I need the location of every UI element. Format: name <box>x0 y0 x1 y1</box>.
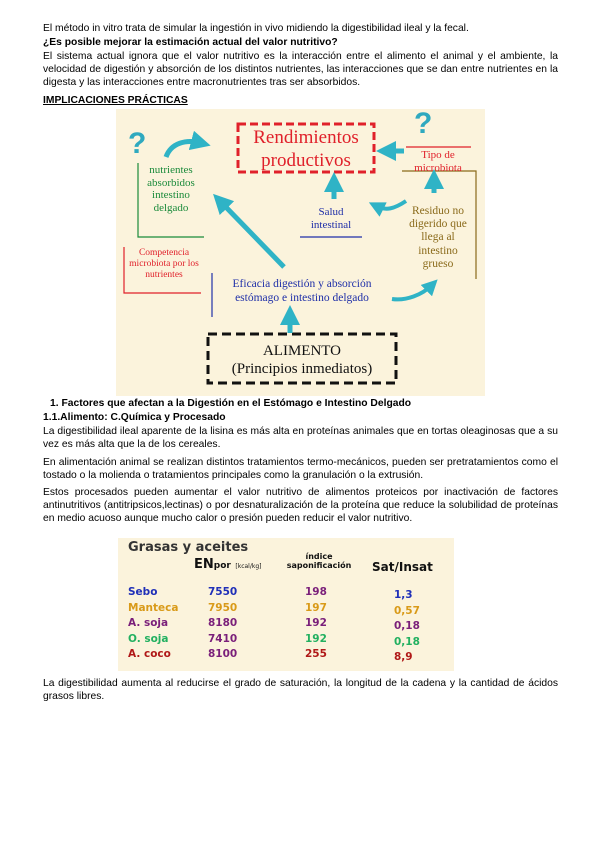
section-heading: 1. Factores que afectan a la Digestión en el Estómago e Intestino Delgado <box>50 398 412 409</box>
row-indice: 255 <box>305 648 327 660</box>
question-heading: ¿Es posible mejorar la estimación actual del valor nutritivo? <box>43 37 338 48</box>
row-sat: 8,9 <box>394 651 413 663</box>
paragraph-tratamientos: En alimentación animal se realizan distintos tratamientos termo-mecánicos, pueden ser pretratamientos como el tostado o la molienda o tratamientos principales como la granulación o la extrusión. <box>43 457 558 482</box>
eficacia-label: Eficacia digestión y absorción estómago e intestino delgado <box>232 278 372 304</box>
row-sat: 0,57 <box>394 604 420 617</box>
row-name: Sebo <box>128 586 158 598</box>
row-sat: 1,3 <box>394 589 413 601</box>
row-name: Manteca <box>128 601 179 614</box>
system-paragraph: El sistema actual ignora que el valor nutritivo es la interacción entre el alimento el animal y el ambiente, la velocidad de digestión y absorción de los distintos nutrientes, las interacciones que se dan entre nutrientes en la digesta y las interacciones entre macronutrientes tras ser absorbidos. <box>43 51 558 89</box>
col-header-indice: índice saponificación <box>286 552 352 570</box>
row-sat: 0,18 <box>394 620 420 632</box>
row-indice: 192 <box>305 632 327 645</box>
residuo-label: Residuo no digerido que llega al intestino grueso <box>409 205 467 270</box>
fats-oils-table <box>118 538 454 671</box>
row-en: 8180 <box>208 617 238 629</box>
row-en: 7950 <box>208 601 238 614</box>
tipo-microbiota-label: Tipo de microbiota <box>414 149 462 174</box>
row-indice: 192 <box>305 617 327 629</box>
nutrientes-label: nutrientes absorbidos intestino delgado <box>147 164 195 214</box>
arrow-nutrientes-up <box>166 142 201 157</box>
col-header-en: ENpor [kcal/kg] <box>194 557 262 572</box>
paragraph-lisina: La digestibilidad ileal aparente de la lisina es más alta en proteínas animales que en tortas oleaginosas que a su vez es más alta que la de los cereales. <box>43 426 558 451</box>
salud-intestinal-label: Salud intestinal <box>310 206 352 231</box>
row-sat: 0,18 <box>394 635 420 648</box>
implications-heading: IMPLICACIONES PRÁCTICAS <box>43 95 188 106</box>
subsection-heading: 1.1.Alimento: C.Química y Procesado <box>43 412 226 423</box>
row-name: A. soja <box>128 617 169 629</box>
rendimientos-label: Rendimientos productivos <box>253 127 359 171</box>
competencia-label: Competencia microbiota por los nutrientes <box>129 248 199 280</box>
arrow-eficacia-up <box>220 201 284 267</box>
paragraph-procesados: Estos procesados pueden aumentar el valor nutritivo de alimentos proteicos por inactivación de factores antinutritivos (antitripsicos,lectinas) o por desnaturalización de la proteína que reduce la solubilidad de proteínas en medio acuoso aunque mucho calor o presión pueden reducir el valor nutritivo. <box>43 487 558 525</box>
intro-line: El método in vitro trata de simular la ingestión in vivo midiendo la digestibilidad ileal y la fecal. <box>43 23 469 34</box>
nutrition-diagram <box>116 109 485 396</box>
row-name: A. coco <box>128 648 171 660</box>
row-name: O. soja <box>128 632 169 645</box>
question-mark-left-icon: ? <box>128 127 147 160</box>
question-mark-right-icon: ? <box>414 109 433 140</box>
arrow-eficacia-residuo <box>392 285 432 299</box>
alimento-label: ALIMENTO (Principios inmediatos) <box>231 343 373 377</box>
row-indice: 197 <box>305 601 327 614</box>
col-header-sat: Sat/Insat <box>372 560 433 574</box>
table-title: Grasas y aceites <box>128 540 249 555</box>
row-en: 8100 <box>208 648 238 660</box>
row-en: 7410 <box>208 632 238 645</box>
closing-paragraph: La digestibilidad aumenta al reducirse el grado de saturación, la longitud de la cadena y la cantidad de ácidos grasos libres. <box>43 678 558 703</box>
row-indice: 198 <box>305 586 327 598</box>
row-en: 7550 <box>208 586 238 598</box>
